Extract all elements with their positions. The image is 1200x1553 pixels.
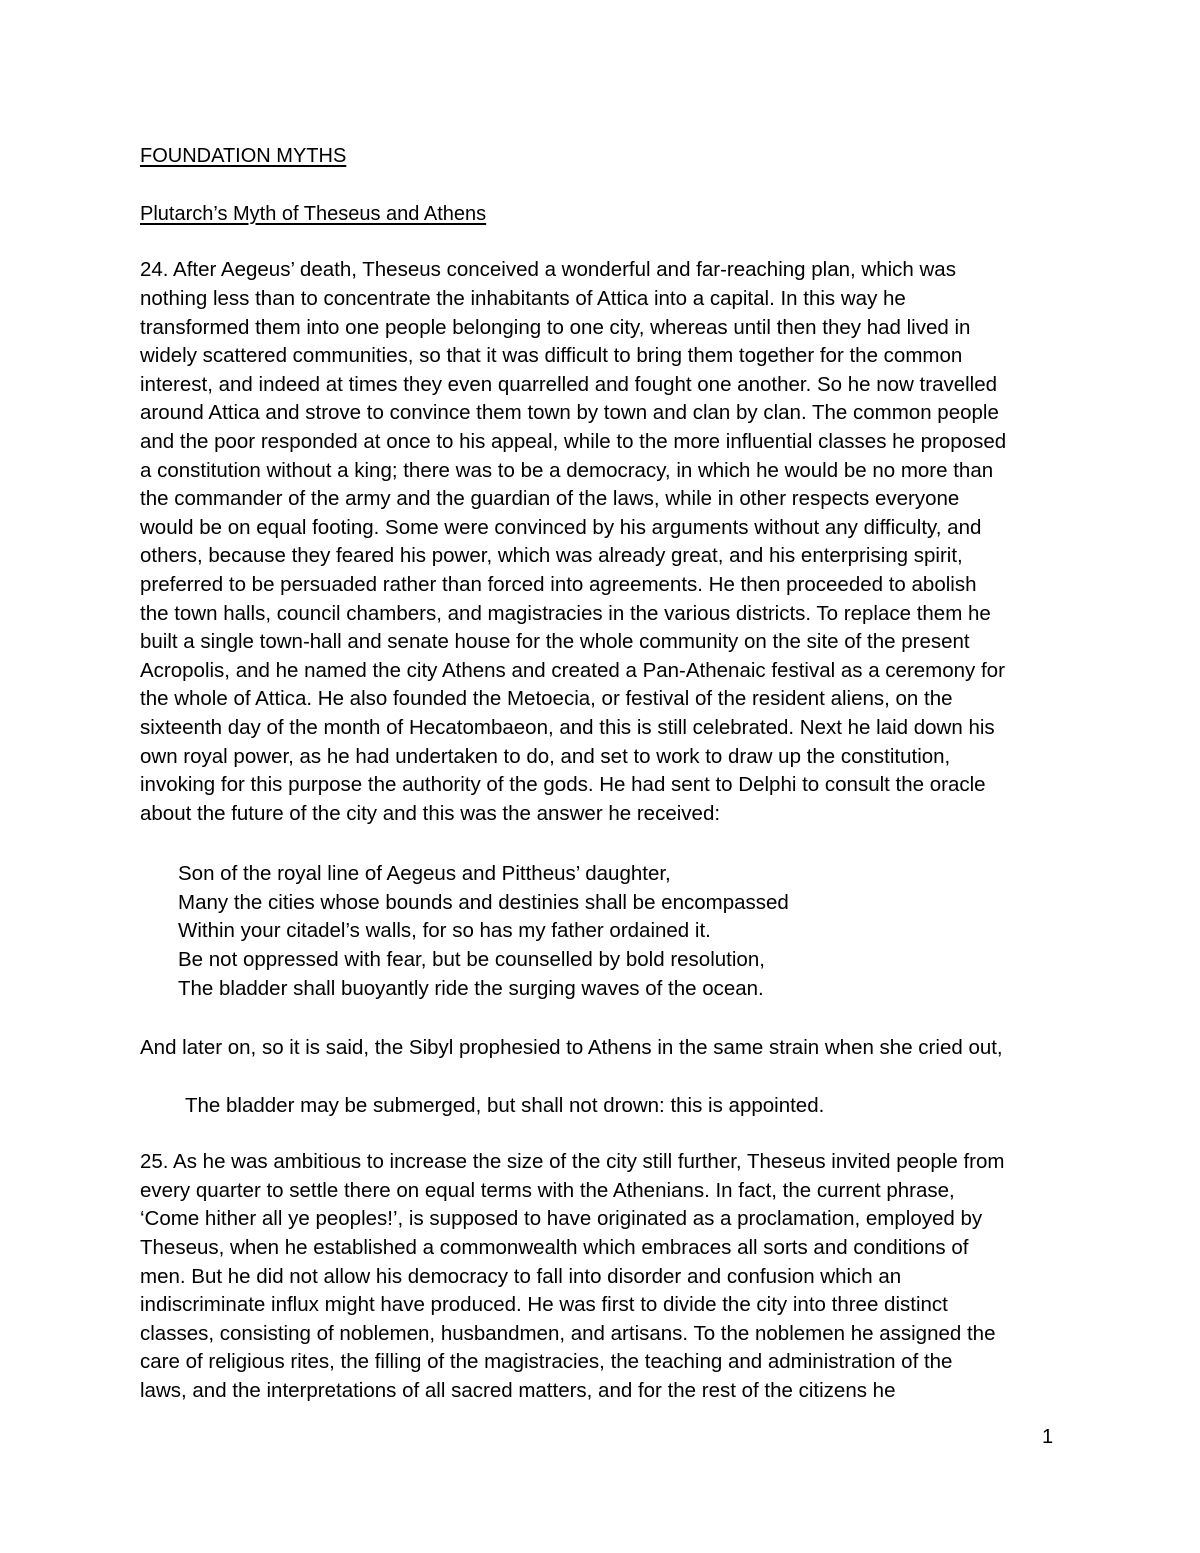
paragraph-line: others, because they feared his power, which was already great, and his enterprising spirit,	[140, 544, 963, 567]
document-subtitle: Plutarch’s Myth of Theseus and Athens	[140, 203, 487, 225]
paragraph-line: about the future of the city and this was the answer he received:	[140, 802, 721, 825]
paragraph-line: 24. After Aegeus’ death, Theseus conceived a wonderful and far-reaching plan, which was	[140, 258, 956, 281]
paragraph-line: Theseus, when he established a commonwealth which embraces all sorts and conditions of	[140, 1236, 969, 1259]
sibyl-intro: And later on, so it is said, the Sibyl prophesied to Athens in the same strain when she cried out,	[140, 1036, 1003, 1059]
paragraph-line: indiscriminate influx might have produced. He was first to divide the city into three distinct	[140, 1293, 948, 1316]
poem-line: Son of the royal line of Aegeus and Pittheus’ daughter,	[178, 862, 671, 885]
paragraph-line: built a single town-hall and senate house for the whole community on the site of the present	[140, 630, 970, 653]
paragraph-line: and the poor responded at once to his appeal, while to the more influential classes he proposed	[140, 430, 1007, 453]
paragraph-line: around Attica and strove to convince them town by town and clan by clan. The common people	[140, 401, 999, 424]
paragraph-line: interest, and indeed at times they even quarrelled and fought one another. So he now travelled	[140, 373, 998, 396]
paragraph-line: transformed them into one people belonging to one city, whereas until then they had lived in	[140, 316, 971, 339]
paragraph-line: the whole of Attica. He also founded the Metoecia, or festival of the resident aliens, on the	[140, 687, 953, 710]
paragraph-line: nothing less than to concentrate the inhabitants of Attica into a capital. In this way he	[140, 287, 906, 310]
paragraph-line: sixteenth day of the month of Hecatombaeon, and this is still celebrated. Next he laid down his	[140, 716, 995, 739]
poem-line: Within your citadel’s walls, for so has my father ordained it.	[178, 919, 711, 942]
paragraph-line: the commander of the army and the guardian of the laws, while in other respects everyone	[140, 487, 960, 510]
paragraph-line: a constitution without a king; there was to be a democracy, in which he would be no more than	[140, 459, 994, 482]
paragraph-line: preferred to be persuaded rather than forced into agreements. He then proceeded to abolish	[140, 573, 977, 596]
paragraph-line: widely scattered communities, so that it was difficult to bring them together for the common	[140, 344, 963, 367]
paragraph-line: would be on equal footing. Some were convinced by his arguments without any difficulty, and	[140, 516, 982, 539]
paragraph-line: own royal power, as he had undertaken to do, and set to work to draw up the constitution,	[140, 745, 951, 768]
paragraph-line: every quarter to settle there on equal terms with the Athenians. In fact, the current phrase,	[140, 1179, 955, 1202]
document-title: FOUNDATION MYTHS	[140, 145, 347, 167]
poem-line: Many the cities whose bounds and destinies shall be encompassed	[178, 891, 789, 914]
paragraph-line: Acropolis, and he named the city Athens and created a Pan-Athenaic festival as a ceremony for	[140, 659, 1005, 682]
page-number: 1	[1042, 1426, 1054, 1448]
paragraph-line: ‘Come hither all ye peoples!’, is supposed to have originated as a proclamation, employed by	[140, 1207, 983, 1230]
paragraph-line: care of religious rites, the filling of the magistracies, the teaching and administration of the	[140, 1350, 953, 1373]
paragraph-line: invoking for this purpose the authority of the gods. He had sent to Delphi to consult the oracle	[140, 773, 986, 796]
paragraph-line: classes, consisting of noblemen, husbandmen, and artisans. To the noblemen he assigned the	[140, 1322, 996, 1345]
poem-line: Be not oppressed with fear, but be counselled by bold resolution,	[178, 948, 765, 971]
paragraph-line: laws, and the interpretations of all sacred matters, and for the rest of the citizens he	[140, 1379, 896, 1402]
paragraph-line: the town halls, council chambers, and magistracies in the various districts. To replace them he	[140, 602, 991, 625]
poem-line: The bladder shall buoyantly ride the surging waves of the ocean.	[178, 977, 764, 1000]
sibyl-quote: The bladder may be submerged, but shall not drown: this is appointed.	[185, 1094, 825, 1117]
paragraph-line: 25. As he was ambitious to increase the size of the city still further, Theseus invited people from	[140, 1150, 1005, 1173]
paragraph-line: men. But he did not allow his democracy to fall into disorder and confusion which an	[140, 1265, 902, 1288]
